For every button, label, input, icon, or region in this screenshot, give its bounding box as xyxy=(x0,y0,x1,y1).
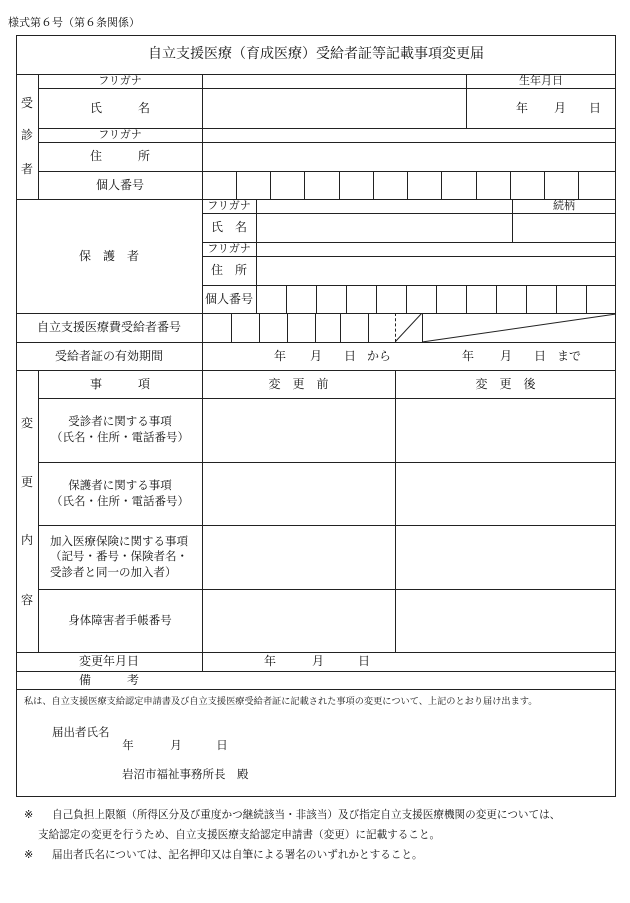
changes-disability-before-field[interactable] xyxy=(203,590,394,651)
note-1-line1: 自己負担上限額（所得区分及び重度かつ継続該当・非該当）及び指定自立支援医療機関の変更については、 xyxy=(52,808,561,821)
change-date-day: 日 xyxy=(357,654,370,669)
validity-until-day: 日 xyxy=(533,348,546,363)
patient-group-label-2: 診 xyxy=(20,127,33,142)
patient-group-label-1: 受 xyxy=(20,95,33,110)
guardian-group-label: 保 護 者 xyxy=(78,248,139,263)
guardian-furigana2-label: フリガナ xyxy=(207,241,251,255)
patient-birth-month: 月 xyxy=(553,100,566,115)
patient-id-number-label: 個人番号 xyxy=(95,177,144,192)
changes-guardian-before-field[interactable] xyxy=(203,463,394,524)
validity-until-year: 年 xyxy=(461,348,474,363)
changes-row-patient-line2: （氏名・住所・電話番号） xyxy=(51,430,189,444)
changes-group-label-1: 変 xyxy=(20,415,33,430)
patient-furigana2-label: フリガナ xyxy=(98,127,142,141)
changes-row-disability xyxy=(38,589,202,652)
patient-birth-label: 生年月日 xyxy=(519,73,563,87)
patient-birth-year: 年 xyxy=(515,100,528,115)
patient-furigana-label: フリガナ xyxy=(98,73,142,87)
changes-row-guardian-line1: 保護者に関する事項 xyxy=(68,477,172,492)
submit-date-year: 年 xyxy=(122,738,134,753)
patient-name-label: 氏 名 xyxy=(89,100,150,115)
submit-date-day: 日 xyxy=(216,738,228,753)
declaration-text: 私は、自立支援医療支給認定申請書及び自立支援医療受給者証に記載された事項の変更について、上記のとおり届け出ます。 xyxy=(24,696,538,707)
note-1-line2: 支給認定の変更を行うため、自立支援医療支給認定申請書（変更）に記載すること。 xyxy=(38,828,441,841)
changes-row-patient xyxy=(38,398,202,462)
changes-insurance-after-field[interactable] xyxy=(396,526,615,588)
patient-name-field[interactable] xyxy=(203,88,465,127)
changes-patient-after-field[interactable] xyxy=(396,399,615,461)
changes-row-insurance-line2: （記号・番号・保険者名・ xyxy=(50,549,188,564)
changes-row-insurance xyxy=(38,525,202,589)
patient-birth-day: 日 xyxy=(588,100,601,115)
submitter-name-field[interactable] xyxy=(120,722,370,740)
recipient-number-label: 自立支援医療費受給者番号 xyxy=(36,320,181,335)
changes-disability-after-field[interactable] xyxy=(396,590,615,651)
patient-address-field[interactable] xyxy=(203,142,615,170)
note-2-line1: 届出者氏名については、記名押印又は自筆による署名のいずれかとすること。 xyxy=(52,848,423,861)
changes-row-guardian xyxy=(38,462,202,525)
changes-row-guardian-line2: （氏名・住所・電話番号） xyxy=(51,493,189,508)
guardian-id-number-label: 個人番号 xyxy=(204,291,253,306)
changes-row-insurance-line3: 受診者と同一の加入者） xyxy=(50,564,177,579)
validity-until-month: 月 xyxy=(499,348,512,363)
guardian-furigana-label: フリガナ xyxy=(207,198,251,212)
submitter-label: 届出者氏名 xyxy=(52,725,110,739)
changes-after-header: 変 更 後 xyxy=(475,376,536,391)
note-1-mark: ※ xyxy=(24,807,34,821)
changes-group-label-2: 更 xyxy=(20,474,33,489)
changes-row-insurance-line1: 加入医療保険に関する事項 xyxy=(50,533,188,548)
remarks-label: 備 考 xyxy=(78,672,139,687)
change-date-month: 月 xyxy=(311,654,324,669)
patient-group-label-3: 者 xyxy=(20,161,33,176)
form-label: 様式第６号（第６条関係） xyxy=(8,16,140,29)
validity-label: 受給者証の有効期間 xyxy=(54,348,163,363)
guardian-relation-label: 続柄 xyxy=(553,198,575,212)
guardian-address-field[interactable] xyxy=(257,256,615,284)
changes-guardian-after-field[interactable] xyxy=(396,463,615,524)
validity-from-day: 日 xyxy=(343,348,356,363)
validity-from-month: 月 xyxy=(309,348,322,363)
submit-date-month: 月 xyxy=(170,738,182,753)
changes-row-disability-line1: 身体障害者手帳番号 xyxy=(68,612,172,627)
validity-from-text: から xyxy=(366,348,391,363)
note-2-mark: ※ xyxy=(24,847,34,861)
changes-before-header: 変 更 前 xyxy=(268,376,329,391)
changes-item-header: 事 項 xyxy=(89,376,150,391)
change-date-label: 変更年月日 xyxy=(78,654,139,669)
changes-insurance-before-field[interactable] xyxy=(203,526,394,588)
guardian-name-field[interactable] xyxy=(257,213,511,241)
patient-address-label: 住 所 xyxy=(89,149,150,164)
change-date-year: 年 xyxy=(263,654,276,669)
guardian-name-label: 氏 名 xyxy=(210,220,247,235)
recipient-number-diagonal xyxy=(395,313,617,343)
changes-patient-before-field[interactable] xyxy=(203,399,394,461)
validity-from-year: 年 xyxy=(273,348,286,363)
validity-until-text: まで xyxy=(556,348,581,363)
changes-group-label-4: 容 xyxy=(20,592,33,607)
form-title: 自立支援医療（育成医療）受給者証等記載事項変更届 xyxy=(148,46,484,63)
guardian-address-label: 住 所 xyxy=(210,263,247,278)
remarks-field[interactable] xyxy=(203,672,615,688)
addressee: 岩沼市福祉事務所長 殿 xyxy=(122,767,249,781)
changes-group-label-3: 内 xyxy=(20,532,33,547)
changes-row-patient-line1: 受診者に関する事項 xyxy=(68,414,172,429)
